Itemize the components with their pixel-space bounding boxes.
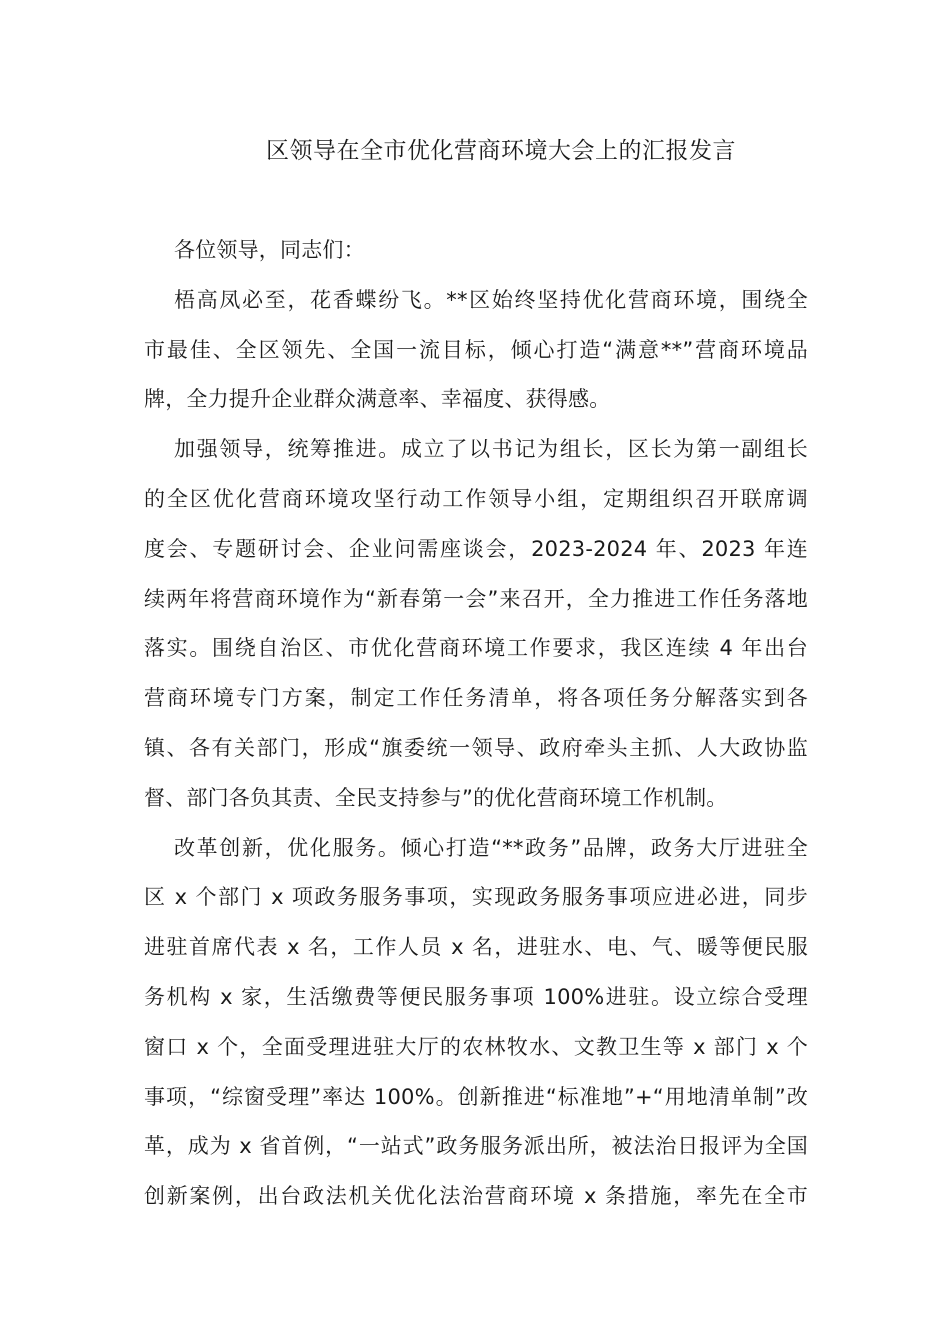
paragraph-line: 镇、各有关部门，形成“旗委统一领导、政府牵头主抓、人大政协监 xyxy=(144,735,808,760)
page-title: 区领导在全市优化营商环境大会上的汇报发言 xyxy=(266,138,736,164)
paragraph-line: 区 x 个部门 x 项政务服务事项，实现政务服务事项应进必进，同步 xyxy=(144,885,808,910)
paragraph-line: 度会、专题研讨会、企业问需座谈会，2023-2024 年、2023 年连 xyxy=(144,536,808,561)
paragraph-line: 落实。围绕自治区、市优化营商环境工作要求，我区连续 4 年出台 xyxy=(144,636,808,661)
paragraph-line: 事项，“综窗受理”率达 100%。创新推进“标准地”+“用地清单制”改 xyxy=(144,1084,808,1109)
paragraph-line: 牌，全力提升企业群众满意率、幸福度、获得感。 xyxy=(144,387,611,412)
paragraph-line: 加强领导，统筹推进。成立了以书记为组长，区长为第一副组长 xyxy=(174,437,808,462)
paragraph-line: 市最佳、全区领先、全国一流目标，倾心打造“满意**”营商环境品 xyxy=(144,337,808,362)
paragraph-line: 营商环境专门方案，制定工作任务清单，将各项任务分解落实到各 xyxy=(144,686,808,711)
paragraph-line: 的全区优化营商环境攻坚行动工作领导小组，定期组织召开联席调 xyxy=(144,486,808,511)
paragraph-line: 梧高凤必至，花香蝶纷飞。**区始终坚持优化营商环境，围绕全 xyxy=(174,287,808,312)
document-body xyxy=(144,226,808,1222)
paragraph-line: 创新案例，出台政法机关优化法治营商环境 x 条措施，率先在全市 xyxy=(144,1184,808,1209)
salutation-line: 各位领导，同志们： xyxy=(174,238,365,262)
paragraph-line: 督、部门各负其责、全民支持参与”的优化营商环境工作机制。 xyxy=(144,785,728,810)
paragraph-line: 窗口 x 个，全面受理进驻大厅的农林牧水、文教卫生等 x 部门 x 个 xyxy=(144,1034,808,1059)
paragraph-line: 续两年将营商环境作为“新春第一会”来召开，全力推进工作任务落地 xyxy=(144,586,808,611)
paragraph-line: 改革创新，优化服务。倾心打造“**政务”品牌，政务大厅进驻全 xyxy=(174,835,808,860)
paragraph-line: 务机构 x 家，生活缴费等便民服务事项 100%进驻。设立综合受理 xyxy=(144,984,808,1009)
paragraph-line: 革，成为 x 省首例，“一站式”政务服务派出所，被法治日报评为全国 xyxy=(144,1134,808,1159)
paragraph-line: 进驻首席代表 x 名，工作人员 x 名，进驻水、电、气、暖等便民服 xyxy=(144,935,808,960)
